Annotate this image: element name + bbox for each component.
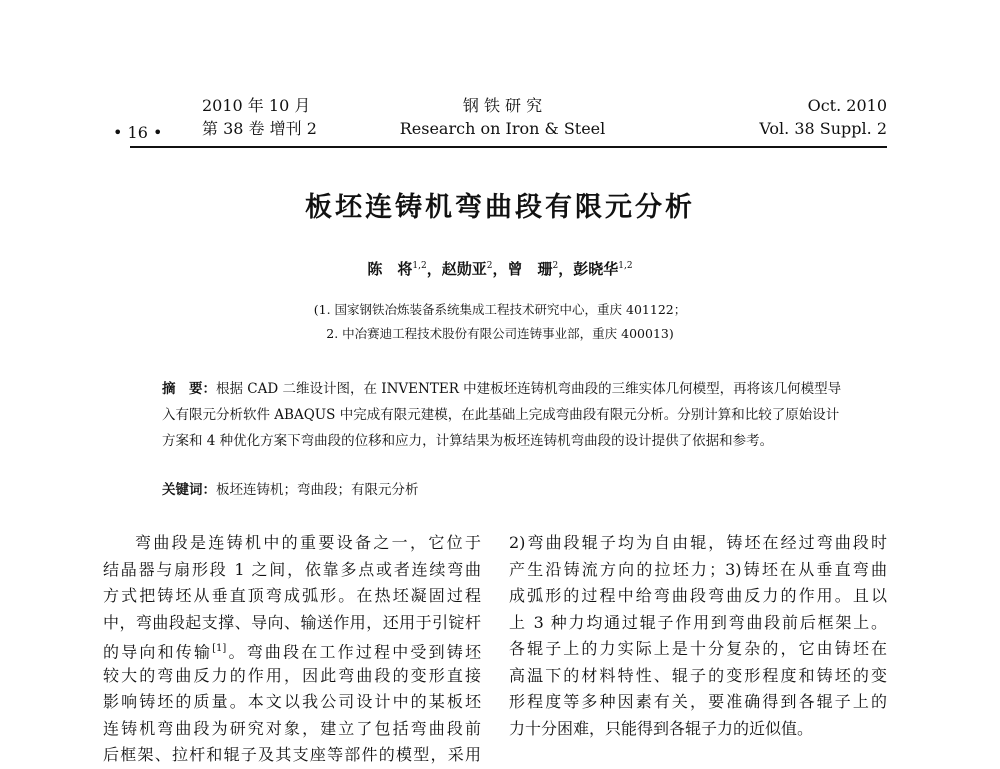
body-line: 弯曲段是连铸机中的重要设备之一，它位于 <box>135 533 481 552</box>
body-line: 2)弯曲段辊子均为自由辊，铸坯在经过弯曲段时 <box>509 533 887 552</box>
author: 赵勋亚$^2$ <box>441 260 493 278</box>
body-line: 连铸机弯曲段为研究对象，建立了包括弯曲段前 <box>103 718 481 738</box>
citation-ref: [1] <box>212 643 227 654</box>
body-line: 后框架、拉杆和辊子及其支座等部件的模型，采用 <box>103 745 481 764</box>
abstract-text: 根据 CAD 二维设计图，在 INVENTER 中建板坯连铸机弯曲段的三维实体几何模型，再将该几何模型导入有限元分析软件 ABAQUS 中完成有限元建模，在此基础上完成弯曲段有限元分析。分别计算和比较了原始设计方案和 4 种优化方案下弯曲段的位移和应力，计算结果为板坯连铸机弯曲段的设计提供了依据和参考。 <box>162 381 842 449</box>
paper-title: 板坯连铸机弯曲段有限元分析 <box>305 192 695 223</box>
body-line: 各辊子上的力实际上是十分复杂的，它由铸坯在 <box>509 639 887 658</box>
journal-name-en: Research on Iron & Steel <box>399 119 606 138</box>
issue-date-en: Oct. 2010 <box>807 96 887 115</box>
affiliation-line: 2. 中冶赛迪工程技术股份有限公司连铸事业部，重庆 400013) <box>326 326 674 341</box>
body-line: 高温下的材料特性、辊子的变形程度和铸坯的变 <box>509 665 887 685</box>
body-line: 中，弯曲段起支撑、导向、输送作用，还用于引锭杆 <box>103 612 481 632</box>
author: 陈 将$^{1,2}$ <box>367 260 427 278</box>
body-line: 方式把铸坯从垂直顶弯成弧形。在热坯凝固过程 <box>103 586 481 605</box>
volume-cn: 第 38 卷 增刊 2 <box>202 119 317 138</box>
body-column-left <box>103 530 481 769</box>
volume-en: Vol. 38 Suppl. 2 <box>759 119 887 138</box>
body-line: 较大的弯曲反力的作用，因此弯曲段的变形直接 <box>103 665 481 685</box>
author-list: 陈 将$^{1,2}$，赵勋亚$^2$，曾 珊$^2$，彭晓华$^{1,2}$ <box>367 260 633 278</box>
body-line: 产生沿铸流方向的拉坯力；3)铸坯在从垂直弯曲 <box>509 559 887 579</box>
issue-date-cn: 2010 年 10 月 <box>202 96 311 115</box>
affiliation-line: (1. 国家钢铁冶炼装备系统集成工程技术研究中心，重庆 401122； <box>313 302 687 317</box>
keywords-text: 板坯连铸机；弯曲段；有限元分析 <box>216 482 419 498</box>
body-line: 上 3 种力均通过辊子作用到弯曲段前后框架上。 <box>509 612 887 632</box>
abstract <box>162 376 852 454</box>
header-rule <box>130 146 887 148</box>
body-line: 形程度等多种因素有关，要准确得到各辊子上的 <box>509 692 887 711</box>
body-line: 成弧形的过程中给弯曲段弯曲反力的作用。且以 <box>509 586 887 605</box>
body-line: 的导向和传输[1]。弯曲段在工作过程中受到铸坯 <box>103 642 481 662</box>
abstract-label: 摘 要： <box>162 381 216 397</box>
page-number: • 16 • <box>113 123 163 142</box>
keywords <box>162 478 419 498</box>
keywords-label: 关键词： <box>162 482 216 498</box>
body-line: 结晶器与扇形段 1 之间，依靠多点或者连续弯曲 <box>103 559 481 579</box>
body-column-right <box>509 530 887 742</box>
journal-name-cn: 钢 铁 研 究 <box>462 96 543 115</box>
body-line: 力十分困难，只能得到各辊子力的近似值。 <box>509 718 814 738</box>
author: 曾 珊$^2$ <box>507 260 559 278</box>
body-line: 影响铸坯的质量。本文以我公司设计中的某板坯 <box>103 692 481 711</box>
author: 彭晓华$^{1,2}$ <box>573 260 633 278</box>
